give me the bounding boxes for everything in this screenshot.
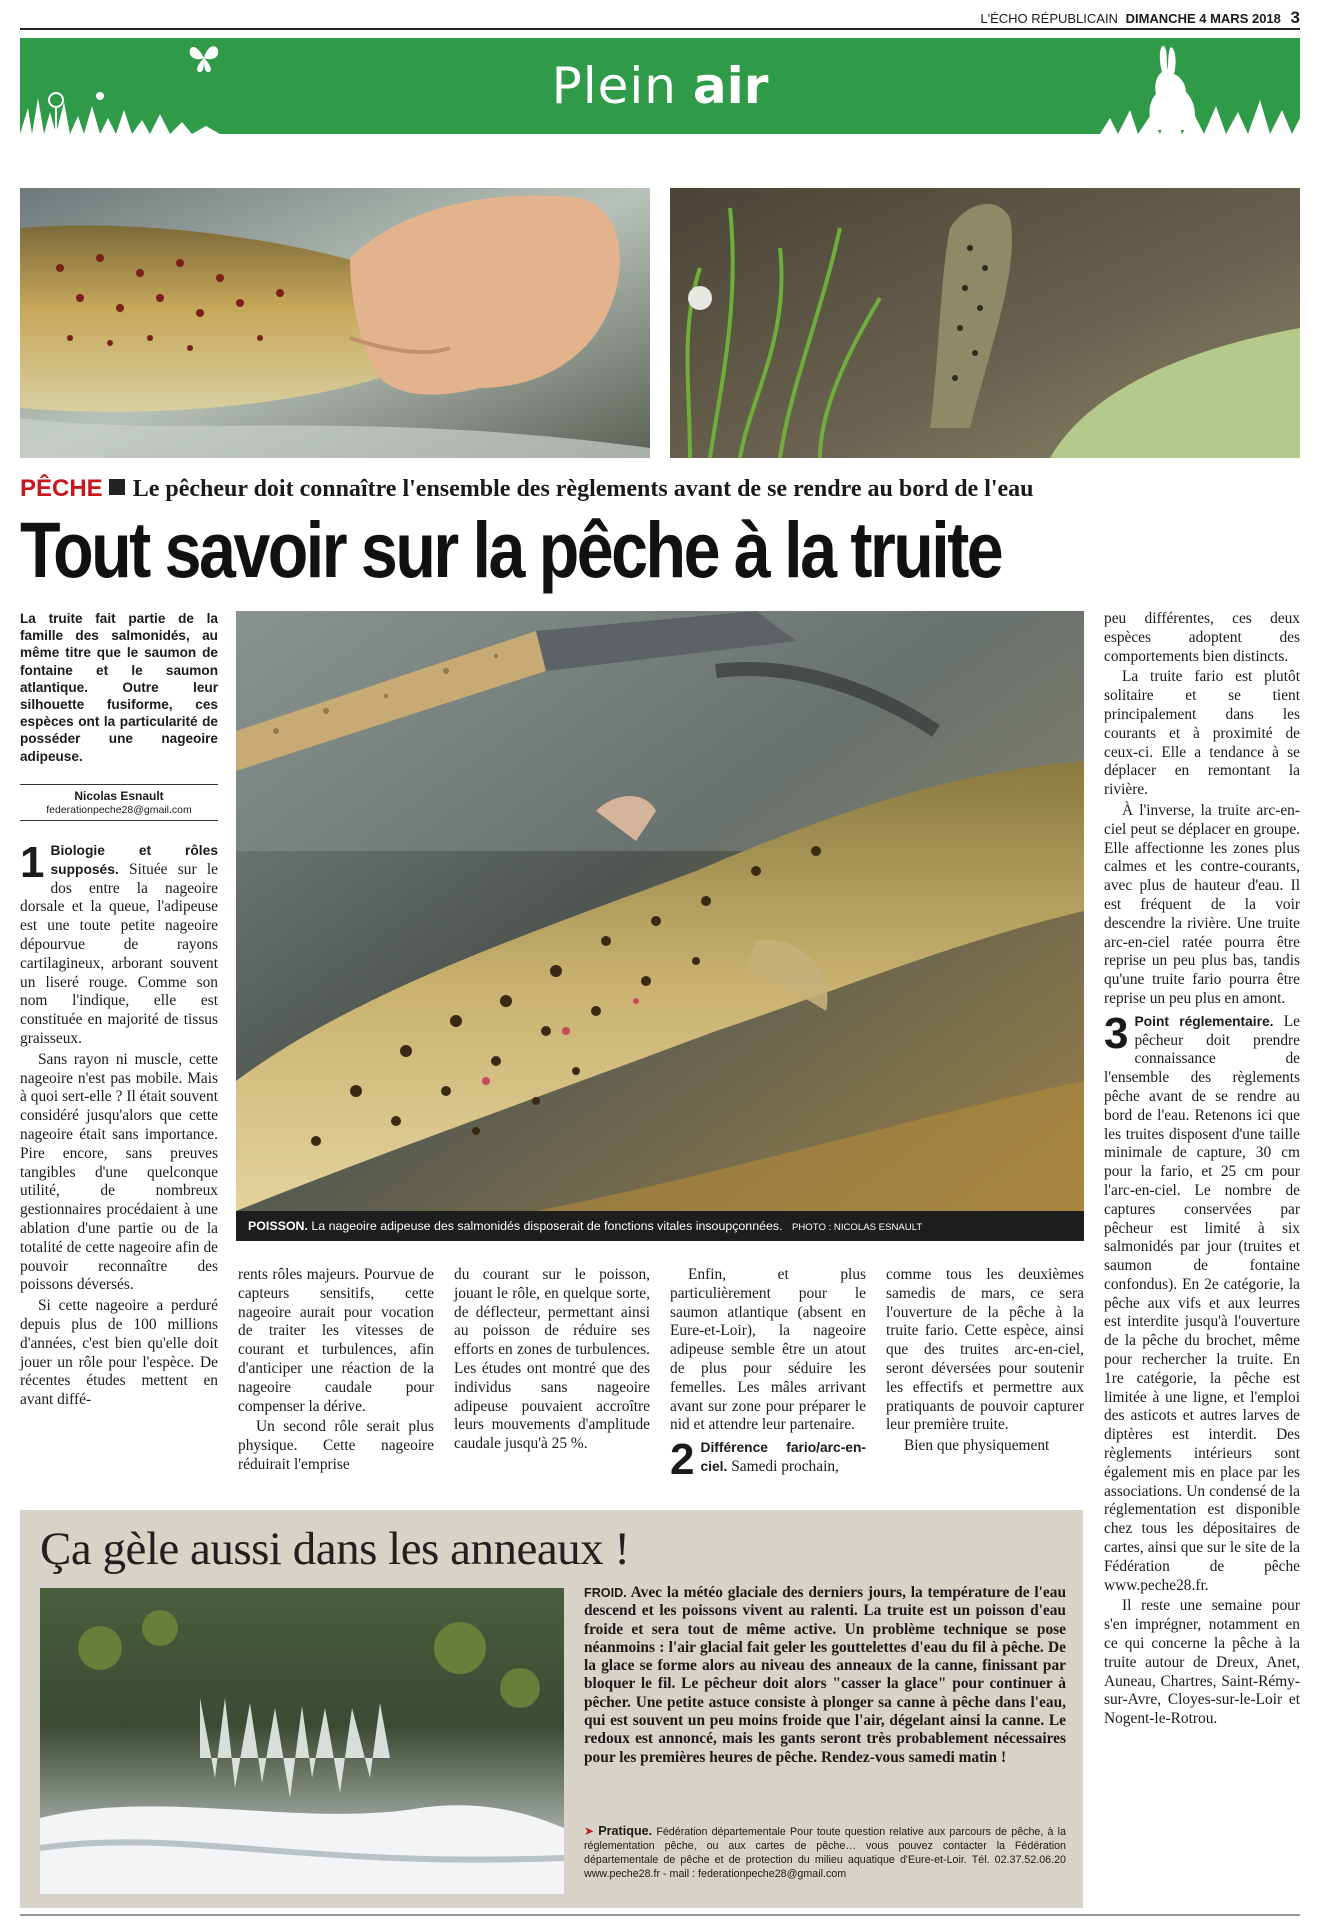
column-6 [1104,610,1300,1729]
issue-date: DIMANCHE 4 MARS 2018 [1125,11,1281,26]
paragraph: du courant sur le poisson, jouant le rôle, en quelque sorte, de déflecteur, permettant ainsi au poisson de réduire ses efforts en zones de turbulences. Les études ont montré que des individus sans nageoire adipeuse pouvaient accroître leurs mouvements d'amplitude caudale jusqu'à 25 %. [454,1266,650,1453]
box-title: Ça gèle aussi dans les anneaux ! [40,1523,630,1575]
photo-caption [236,1211,1084,1241]
caption-label: POISSON. [248,1219,308,1233]
column-2 [238,1266,434,1475]
article-lead: La truite fait partie de la famille des salmonidés, au même titre que le saumon de fontaine et le saumon atlantique. Outre leur silhouette fusiforme, ces espèces ont la particularité de posséder une nageoire adipeuse. [20,611,218,764]
paragraph: comme tous les deuxièmes samedis de mars, ce sera l'ouverture de la pêche à la truite fario. Cette espèce, ainsi que des truites arc-en-ciel, seront déversées pour soutenir les effectifs et permettre aux pratiquants de pouvoir capturer leur première truite. [886,1266,1084,1434]
page-header [20,8,1300,30]
publication-name: L'ÉCHO RÉPUBLICAIN [980,11,1118,26]
byline [20,784,218,821]
section-title [20,56,1300,116]
section-title-word1: Plein [551,57,677,115]
section-label: PÊCHE [20,475,103,502]
photo-main-trout [236,611,1084,1211]
section-banner [20,38,1300,134]
section-title-word2: air [692,57,769,115]
column-5 [886,1266,1084,1456]
photo-frozen-stream [40,1588,564,1894]
bottom-rule [20,1914,1300,1916]
paragraph: Il reste une semaine pour s'en imprégner, notamment en ce qui concerne la pêche à la truite autour de Dreux, Anet, Auneau, Chartres, Saint-Rémy-sur-Avre, Cloyes-sur-le-Loir et Nogent-le-Rotrou. [1104,1597,1300,1728]
author-email: federationpeche28@gmail.com [46,804,192,816]
caption-text: La nageoire adipeuse des salmonidés disposerait de fonctions vitales insoupçonnées. [311,1219,783,1233]
paragraph: Bien que physiquement [904,1437,1050,1455]
subheading-difference: Différence fario/arc-en-ciel. [700,1440,866,1474]
paragraph: Un second rôle serait plus physique. Cette nageoire réduirait l'emprise [238,1418,434,1473]
article-kicker [20,474,1300,504]
photo-trout-in-stream [670,188,1300,458]
paragraph: Le pêcheur doit prendre connaissance de l'ensemble des règlements pêche avant de se rendre au bord de l'eau. Retenons ici que les truites disposent d'une taille minimale de capture, 30 cm pour la fario, et 25 cm pour l'arc-en-ciel. Le nombre de captures conservées par pêcheur est limité à six salmonidés par jour (truites et saumon de fontaine confondus). En 2e catégorie, la pêche aux vifs et aux leurres est interdite jusqu'à l'ouverture de la pêche du brochet, même pour rechercher la truite. En 1re catégorie, la pêche est limitée à une ligne, et l'emploi des asticots et autres larves de diptères est interdit. Des règlements intérieurs sont également mis en place par les associations. Un condensé de la réglementation est disponible chez tous les dépositaires de cartes, ainsi que sur le site de la Fédération de pêche www.peche28.fr. [1104,1012,1300,1594]
article-headline: Tout savoir sur la pêche à la truite [20,505,1002,594]
column-1 [20,838,218,1410]
square-bullet-icon [109,479,125,495]
column-4 [670,1266,866,1485]
pratique-label: Pratique. [598,1824,653,1838]
paragraph: Sans rayon ni muscle, cette nageoire n'est pas mobile. Mais à quoi sert-elle ? Il était souvent considéré jusqu'alors que cette nageoire était sans importance. Pire encore, sans preuves tangibles d'une quelconque utilité, de nombreux gestionnaires procédaient à une ablation d'une partie ou de la totalité de cette nageoire afin de pouvoir reconnaître des poissons déversés. [20,1050,218,1294]
pratique-text: Fédération départementale Pour toute question relative aux parcours de pêche, à la réglementation pêche, ou aux cartes de pêche… vous pouvez contacter la Fédération départementale de pêche et de protection du milieu aquatique d'Eure-et-Loir. Tél. 02.37.52.06.20 www.peche28.fr - mail : federationpeche28@gmail.com [584,1826,1066,1880]
photo-trout-in-hand [20,188,650,458]
author-name: Nicolas Esnault [74,789,164,803]
section-number-3: 3 [1104,1008,1129,1058]
pratique-note [584,1824,1066,1881]
paragraph: À l'inverse, la truite arc-en-ciel peut se déplacer en groupe. Elle affectionne les zones plus calmes et les contre-courants, avec plus de hauteur d'eau. Il est fréquent de la voir descendre la rivière. Une truite arc-en-ciel ratée pourra être reprise un peu plus bas, tandis qu'une truite fario pourra être reprise un peu plus en amont. [1104,801,1300,1007]
photo-credit: PHOTO : NICOLAS ESNAULT [791,1222,923,1233]
paragraph: rents rôles majeurs. Pourvue de capteurs sensitifs, cette nageoire aurait pour vocation de traiter les vitesses de courant et turbulences, afin d'anticiper une réaction de la nageoire caudale pour compenser la dérive. [238,1266,434,1415]
paragraph: Si cette nageoire a perduré depuis plus de 100 millions d'années, c'est bien qu'elle doit jouer un rôle pour l'espèce. De récentes études mettent en avant diffé- [20,1297,218,1409]
paragraph: peu différentes, ces deux espèces adoptent des comportements bien distincts. [1104,610,1300,665]
page-number: 3 [1290,8,1300,27]
box-label: FROID. [584,1586,627,1600]
subheading-biologie: Biologie et rôles supposés. [50,843,218,877]
subheading-point-reglementaire: Point réglementaire. [1134,1013,1274,1029]
paragraph: La truite fario est plutôt solitaire et se tient principalement dans les courants et à proximité de ceux-ci. Elle a tendance à se déplacer en remontant la rivière. [1104,668,1300,799]
box-paragraph: Avec la météo glaciale des derniers jours, la température de l'eau descend et les poissons vivent au ralenti. La truite est un poisson d'eau froide et sera tout de même active. Un problème technique se pose néanmoins : l'air glacial fait geler les gouttelettes d'eau du fil à pêche. De la glace se forme alors au niveau des anneaux de la canne, finissant par bloquer le fil. Le pêcheur doit alors "casser la glace" pour continuer à pêcher. Une petite astuce consiste à plonger sa canne à pêche dans l'eau, qui est souvent un peu moins froide que l'air, dégelant ainsi la canne. Le redoux est annoncé, mais les gants seront très probablement nécessaires pour les premières heures de pêche. Rendez-vous samedi matin ! [584,1584,1067,1766]
section-number-1: 1 [20,838,45,887]
paragraph: Située sur le dos entre la nageoire dorsale et la queue, l'adipeuse est une toute petite nageoire dépourvue de rayons cartilagineux, arborant souvent un liseré rouge. Comme son nom l'indique, elle est constituée en majorité de tissus graisseux. [20,860,218,1047]
paragraph: Enfin, et plus particulièrement pour le saumon atlantique (absent en Eure-et-Loir), la nageoire adipeuse semble être un atout de plus pour séduire les femelles. Les mâles arrivant avant sur zone pour préparer le nid et attendre leur partenaire. [670,1266,866,1434]
column-3 [454,1266,650,1454]
arrow-right-icon: ➤ [584,1824,595,1838]
paragraph: Samedi prochain, [731,1457,839,1475]
box-text [584,1584,1066,1767]
section-number-2: 2 [670,1435,695,1485]
kicker-text: Le pêcheur doit connaître l'ensemble des règlements avant de se rendre au bord de l'eau [132,476,1034,502]
